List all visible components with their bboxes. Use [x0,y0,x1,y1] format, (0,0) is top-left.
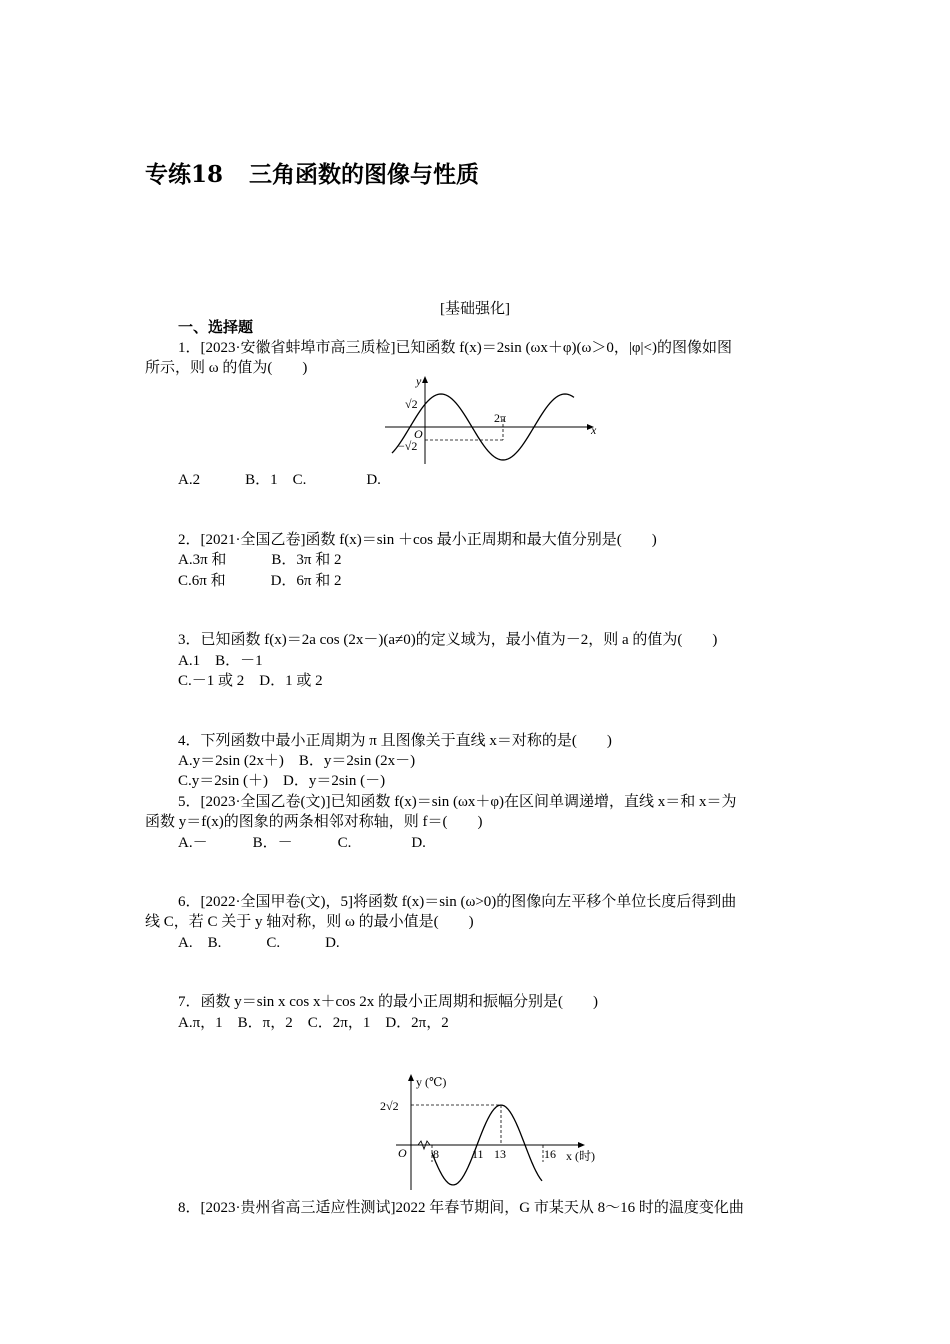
title-label: 专练18 [145,161,224,188]
q8-origin-label: O [398,1146,407,1160]
q1-line1: 1．[2023·安徽省蚌埠市高三质检]已知函数 f(x)＝2sin (ωx＋φ)(ω＞0，|φ|<)的图像如图 [178,340,732,356]
q7-line1: 7．函数 y＝sin x cos x＋cos 2x 的最小正周期和振幅分别是( ) [178,994,598,1010]
q8-y-arrow [408,1074,414,1081]
q1-options: A.2 B．1 C. D. [178,472,381,488]
q8-top-label: 2√2 [380,1099,399,1113]
q7-options: A.π，1 B．π，2 C．2π，1 D．2π，2 [178,1015,449,1031]
q8-x-label: x (时) [566,1149,595,1163]
q6-options: A. B. C. D. [178,935,340,951]
q3-line1: 3．已知函数 f(x)＝2a cos (2x－)(a≠0)的定义域为，最小值为－2，则 a 的值为( ) [178,632,718,648]
q8-tick-8: 8 [433,1147,439,1161]
title-text: 三角函数的图像与性质 [249,161,480,188]
q4-line1: 4．下列函数中最小正周期为 π 且图像关于直线 x＝对称的是( ) [178,733,612,749]
q8-tick-13: 13 [494,1147,506,1161]
q8-tick-11: 11 [472,1147,484,1161]
q1-line2: 所示，则 ω 的值为( ) [145,360,308,376]
q8-temperature-graph [376,1070,608,1194]
part-heading: 一、选择题 [178,320,254,336]
q1-top-label: √2 [405,397,418,411]
q6-line1: 6．[2022·全国甲卷(文)，5]将函数 f(x)＝sin (ω>0)的图像向左平移个单位长度后得到曲 [178,894,737,910]
q3-options-cd: C.－1 或 2 D．1 或 2 [178,673,323,689]
q1-origin-label: O [414,427,423,441]
q8-line1: 8．[2023·贵州省高三适应性测试]2022 年春节期间，G 市某天从 8～16 时的温度变化曲 [178,1200,744,1216]
q2-options-cd: C.6π 和 D．6π 和 2 [178,573,342,589]
q6-line2: 线 C，若 C 关于 y 轴对称，则 ω 的最小值是( ) [145,914,474,930]
q1-bottom-label: −√2 [398,439,418,453]
q1-x-label: x [591,423,597,437]
q5-options: A.－ B．－ C. D. [178,835,426,851]
q5-line1: 5．[2023·全国乙卷(文)]已知函数 f(x)＝sin (ωx＋φ)在区间单调递增，直线 x＝和 x＝为 [178,794,737,810]
q4-options-ab: A.y＝2sin (2x＋) B．y＝2sin (2x－) [178,753,416,769]
page-title [145,156,479,189]
q8-tick-16: 16 [544,1147,556,1161]
section-label: [基础强化] [440,301,510,317]
q1-sine-graph [380,372,605,468]
q8-y-label: y (℃) [416,1075,447,1089]
q8-x-arrow [578,1142,585,1148]
q1-tick-2pi: 2π [494,411,507,425]
q4-options-cd: C.y＝2sin (＋) D．y＝2sin (－) [178,773,386,789]
q1-y-label: y [416,374,422,388]
q2-options-ab: A.3π 和 B．3π 和 2 [178,552,342,568]
q1-y-arrow [422,376,428,383]
q3-options-ab: A.1 B．－1 [178,653,263,669]
q5-line2: 函数 y＝f(x)的图象的两条相邻对称轴，则 f＝( ) [145,814,483,830]
q2-line1: 2．[2021·全国乙卷]函数 f(x)＝sin ＋cos 最小正周期和最大值分别是( ) [178,532,657,548]
